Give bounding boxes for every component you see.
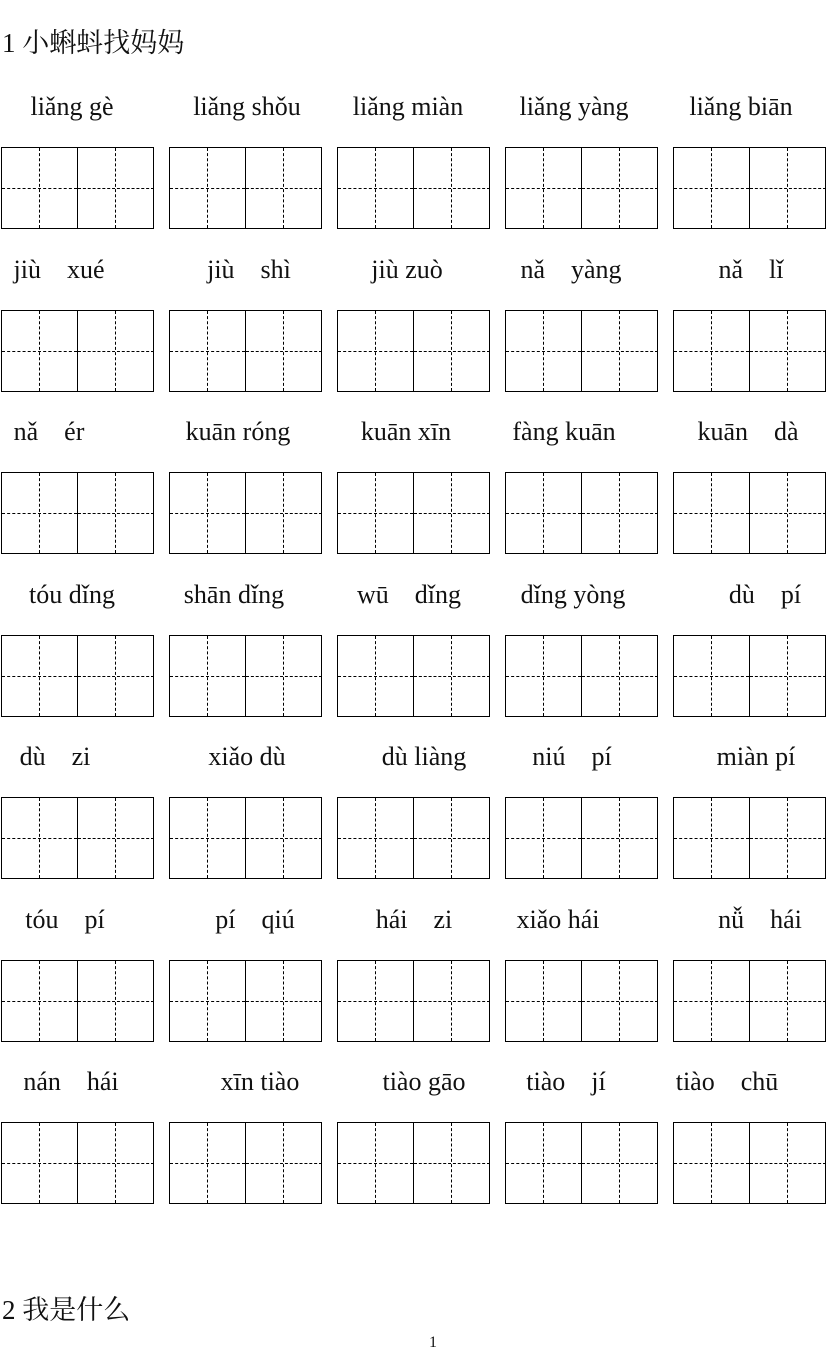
tianzige-cell (413, 311, 490, 391)
pinyin-word: liǎng gè (30, 92, 114, 121)
writing-box-row (0, 147, 833, 229)
horizontal-guide-line (674, 676, 749, 677)
horizontal-guide-line (506, 1001, 581, 1002)
tianzige-cell (77, 473, 154, 553)
horizontal-guide-line (674, 1001, 749, 1002)
tianzige-cell (749, 148, 826, 228)
horizontal-guide-line (246, 676, 322, 677)
horizontal-guide-line (2, 1163, 77, 1164)
pinyin-word: jiù xué (13, 255, 105, 284)
tianzige-cell (674, 1123, 749, 1203)
writing-box[interactable] (505, 635, 658, 717)
pinyin-word: wū dǐng (357, 580, 461, 609)
tianzige-cell (749, 311, 826, 391)
horizontal-guide-line (750, 513, 826, 514)
horizontal-guide-line (506, 676, 581, 677)
writing-box[interactable] (337, 960, 490, 1042)
horizontal-guide-line (582, 838, 658, 839)
horizontal-guide-line (582, 1001, 658, 1002)
horizontal-guide-line (582, 188, 658, 189)
horizontal-guide-line (674, 351, 749, 352)
horizontal-guide-line (338, 838, 413, 839)
pinyin-word: liǎng miàn (352, 92, 464, 121)
tianzige-cell (77, 148, 154, 228)
tianzige-cell (506, 798, 581, 878)
pinyin-word: dǐng yòng (520, 580, 626, 609)
horizontal-guide-line (170, 1001, 245, 1002)
tianzige-cell (338, 1123, 413, 1203)
tianzige-cell (2, 636, 77, 716)
pinyin-row (0, 92, 833, 122)
pinyin-word: nǚ hái (718, 905, 802, 934)
horizontal-guide-line (338, 188, 413, 189)
tianzige-cell (170, 636, 245, 716)
horizontal-guide-line (414, 1163, 490, 1164)
tianzige-cell (170, 1123, 245, 1203)
horizontal-guide-line (246, 188, 322, 189)
tianzige-cell (674, 148, 749, 228)
writing-box[interactable] (505, 147, 658, 229)
pinyin-word: nǎ yàng (520, 255, 622, 284)
horizontal-guide-line (2, 838, 77, 839)
tianzige-cell (170, 961, 245, 1041)
pinyin-word: miàn pí (716, 742, 796, 771)
writing-box[interactable] (1, 147, 154, 229)
horizontal-guide-line (750, 1001, 826, 1002)
writing-box[interactable] (169, 797, 322, 879)
writing-box[interactable] (337, 635, 490, 717)
horizontal-guide-line (78, 676, 154, 677)
horizontal-guide-line (414, 351, 490, 352)
tianzige-cell (749, 473, 826, 553)
writing-box[interactable] (505, 797, 658, 879)
pinyin-word: xiǎo hái (516, 905, 600, 934)
horizontal-guide-line (750, 1163, 826, 1164)
writing-box[interactable] (337, 147, 490, 229)
writing-box[interactable] (169, 960, 322, 1042)
pinyin-word: jiù zuò (371, 255, 443, 284)
pinyin-word: nǎ ér (13, 417, 85, 446)
writing-box[interactable] (673, 472, 826, 554)
tianzige-cell (2, 473, 77, 553)
writing-box-row (0, 960, 833, 1042)
pinyin-word: dù pí (728, 580, 802, 609)
tianzige-cell (338, 311, 413, 391)
writing-box[interactable] (169, 1122, 322, 1204)
writing-box[interactable] (1, 1122, 154, 1204)
horizontal-guide-line (506, 838, 581, 839)
pinyin-row (0, 1067, 833, 1097)
tianzige-cell (674, 798, 749, 878)
horizontal-guide-line (246, 838, 322, 839)
writing-box[interactable] (673, 960, 826, 1042)
pinyin-word: kuān dà (697, 417, 799, 446)
tianzige-cell (413, 1123, 490, 1203)
pinyin-word: tiào jí (526, 1067, 606, 1096)
horizontal-guide-line (78, 1163, 154, 1164)
writing-box[interactable] (505, 310, 658, 392)
tianzige-cell (581, 798, 658, 878)
horizontal-guide-line (750, 838, 826, 839)
tianzige-cell (506, 961, 581, 1041)
horizontal-guide-line (2, 1001, 77, 1002)
tianzige-cell (413, 148, 490, 228)
horizontal-guide-line (170, 838, 245, 839)
tianzige-cell (413, 961, 490, 1041)
pinyin-word: fàng kuān (512, 417, 616, 446)
tianzige-cell (2, 311, 77, 391)
horizontal-guide-line (338, 351, 413, 352)
tianzige-cell (245, 961, 322, 1041)
lesson-2-title: 2 我是什么 (2, 1295, 131, 1325)
horizontal-guide-line (78, 188, 154, 189)
pinyin-row (0, 255, 833, 285)
pinyin-word: dù liàng (381, 742, 467, 771)
pinyin-word: tóu pí (25, 905, 105, 934)
tianzige-cell (245, 636, 322, 716)
tianzige-cell (338, 636, 413, 716)
writing-box[interactable] (337, 472, 490, 554)
horizontal-guide-line (170, 1163, 245, 1164)
horizontal-guide-line (414, 513, 490, 514)
horizontal-guide-line (338, 1001, 413, 1002)
horizontal-guide-line (750, 188, 826, 189)
horizontal-guide-line (2, 676, 77, 677)
tianzige-cell (245, 311, 322, 391)
tianzige-cell (338, 798, 413, 878)
pinyin-word: tiào chū (675, 1067, 779, 1096)
writing-box-row (0, 1122, 833, 1204)
writing-box[interactable] (1, 635, 154, 717)
pinyin-word: niú pí (532, 742, 612, 771)
pinyin-word: liǎng shǒu (193, 92, 301, 121)
horizontal-guide-line (582, 351, 658, 352)
pinyin-word: xiǎo dù (208, 742, 286, 771)
horizontal-guide-line (246, 513, 322, 514)
writing-box-row (0, 310, 833, 392)
writing-box-row (0, 635, 833, 717)
tianzige-cell (581, 148, 658, 228)
tianzige-cell (674, 961, 749, 1041)
horizontal-guide-line (2, 351, 77, 352)
writing-box[interactable] (1, 797, 154, 879)
horizontal-guide-line (414, 188, 490, 189)
pinyin-word: pí qiú (215, 905, 295, 934)
tianzige-cell (170, 798, 245, 878)
writing-box[interactable] (1, 960, 154, 1042)
writing-box[interactable] (673, 635, 826, 717)
tianzige-cell (338, 961, 413, 1041)
pinyin-word: tóu dǐng (29, 580, 115, 609)
horizontal-guide-line (78, 838, 154, 839)
horizontal-guide-line (170, 351, 245, 352)
horizontal-guide-line (582, 1163, 658, 1164)
pinyin-word: nán hái (23, 1067, 119, 1096)
tianzige-cell (506, 148, 581, 228)
horizontal-guide-line (582, 513, 658, 514)
horizontal-guide-line (674, 838, 749, 839)
tianzige-cell (506, 311, 581, 391)
horizontal-guide-line (414, 676, 490, 677)
tianzige-cell (77, 961, 154, 1041)
writing-box[interactable] (169, 310, 322, 392)
tianzige-cell (581, 311, 658, 391)
pinyin-word: jiù shì (207, 255, 291, 284)
tianzige-cell (749, 961, 826, 1041)
tianzige-cell (581, 473, 658, 553)
tianzige-cell (2, 798, 77, 878)
horizontal-guide-line (582, 676, 658, 677)
pinyin-word: xīn tiào (220, 1067, 300, 1096)
tianzige-cell (2, 1123, 77, 1203)
writing-box[interactable] (169, 472, 322, 554)
pinyin-word: kuān róng (185, 417, 291, 446)
pinyin-row (0, 580, 833, 610)
tianzige-cell (674, 636, 749, 716)
writing-box[interactable] (337, 1122, 490, 1204)
writing-box[interactable] (673, 147, 826, 229)
tianzige-cell (245, 473, 322, 553)
tianzige-cell (674, 473, 749, 553)
tianzige-cell (749, 636, 826, 716)
horizontal-guide-line (506, 188, 581, 189)
writing-box-row (0, 797, 833, 879)
horizontal-guide-line (246, 1001, 322, 1002)
tianzige-cell (506, 473, 581, 553)
horizontal-guide-line (246, 1163, 322, 1164)
tianzige-cell (338, 473, 413, 553)
tianzige-cell (581, 1123, 658, 1203)
tianzige-cell (170, 148, 245, 228)
horizontal-guide-line (78, 1001, 154, 1002)
pinyin-word: liǎng yàng (519, 92, 629, 121)
tianzige-cell (77, 798, 154, 878)
writing-box[interactable] (337, 310, 490, 392)
writing-box-row (0, 472, 833, 554)
tianzige-cell (749, 1123, 826, 1203)
writing-box[interactable] (505, 472, 658, 554)
tianzige-cell (413, 473, 490, 553)
pinyin-word: liǎng biān (689, 92, 793, 121)
writing-box[interactable] (673, 1122, 826, 1204)
tianzige-cell (77, 636, 154, 716)
writing-box[interactable] (169, 635, 322, 717)
pinyin-row (0, 905, 833, 935)
horizontal-guide-line (2, 188, 77, 189)
horizontal-guide-line (170, 676, 245, 677)
pinyin-word: hái zi (375, 905, 453, 934)
horizontal-guide-line (2, 513, 77, 514)
horizontal-guide-line (78, 351, 154, 352)
writing-box[interactable] (337, 797, 490, 879)
pinyin-word: tiào gāo (382, 1067, 466, 1096)
horizontal-guide-line (338, 676, 413, 677)
writing-box[interactable] (169, 147, 322, 229)
tianzige-cell (170, 473, 245, 553)
tianzige-cell (2, 148, 77, 228)
horizontal-guide-line (674, 188, 749, 189)
tianzige-cell (506, 1123, 581, 1203)
tianzige-cell (245, 798, 322, 878)
pinyin-row (0, 417, 833, 447)
page-number: 1 (429, 1334, 437, 1351)
tianzige-cell (338, 148, 413, 228)
pinyin-word: dù zi (19, 742, 91, 771)
pinyin-word: shān dǐng (183, 580, 285, 609)
horizontal-guide-line (170, 513, 245, 514)
horizontal-guide-line (338, 513, 413, 514)
pinyin-row (0, 742, 833, 772)
horizontal-guide-line (506, 351, 581, 352)
lesson-1-title: 1 小蝌蚪找妈妈 (2, 28, 185, 58)
pinyin-word: nǎ lǐ (718, 255, 784, 284)
tianzige-cell (506, 636, 581, 716)
tianzige-cell (170, 311, 245, 391)
horizontal-guide-line (414, 1001, 490, 1002)
horizontal-guide-line (506, 1163, 581, 1164)
horizontal-guide-line (246, 351, 322, 352)
horizontal-guide-line (414, 838, 490, 839)
tianzige-cell (581, 636, 658, 716)
tianzige-cell (581, 961, 658, 1041)
tianzige-cell (413, 636, 490, 716)
tianzige-cell (245, 1123, 322, 1203)
horizontal-guide-line (338, 1163, 413, 1164)
horizontal-guide-line (78, 513, 154, 514)
tianzige-cell (77, 1123, 154, 1203)
writing-box[interactable] (673, 797, 826, 879)
horizontal-guide-line (674, 1163, 749, 1164)
writing-box[interactable] (505, 960, 658, 1042)
horizontal-guide-line (750, 676, 826, 677)
horizontal-guide-line (170, 188, 245, 189)
writing-box[interactable] (673, 310, 826, 392)
horizontal-guide-line (674, 513, 749, 514)
writing-box[interactable] (505, 1122, 658, 1204)
writing-box[interactable] (1, 472, 154, 554)
horizontal-guide-line (506, 513, 581, 514)
tianzige-cell (413, 798, 490, 878)
tianzige-cell (77, 311, 154, 391)
tianzige-cell (245, 148, 322, 228)
horizontal-guide-line (750, 351, 826, 352)
writing-box[interactable] (1, 310, 154, 392)
tianzige-cell (749, 798, 826, 878)
tianzige-cell (674, 311, 749, 391)
pinyin-word: kuān xīn (360, 417, 452, 446)
tianzige-cell (2, 961, 77, 1041)
